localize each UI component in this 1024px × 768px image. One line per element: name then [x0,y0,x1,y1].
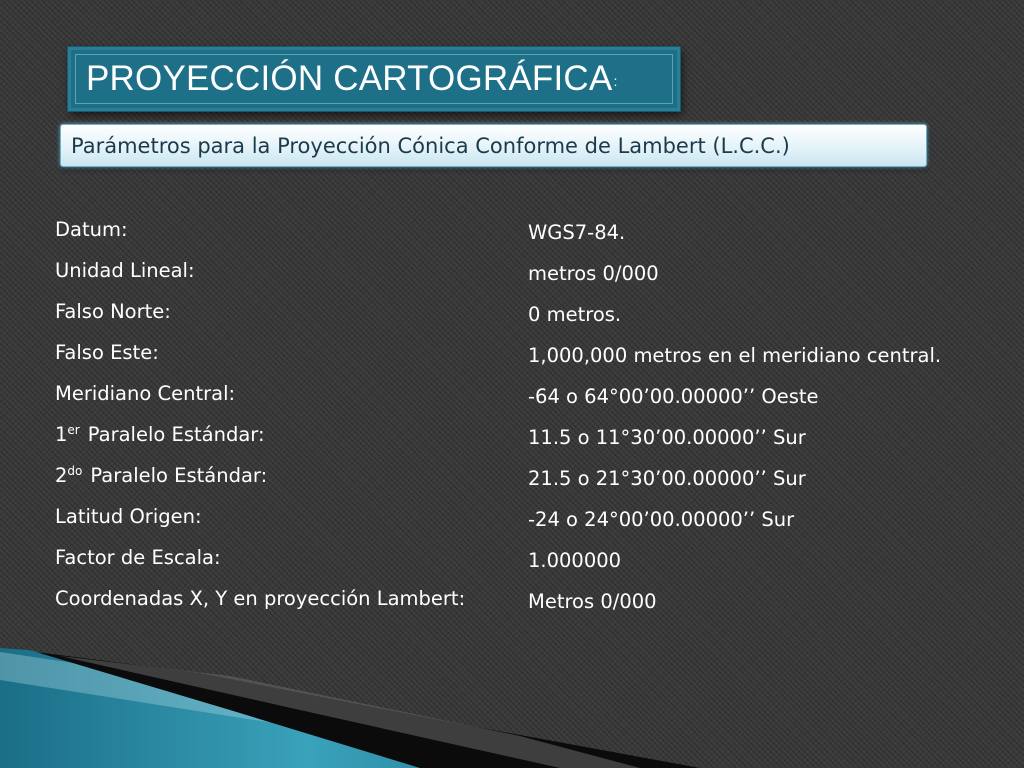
param-label: Unidad Lineal: [55,259,195,282]
slide-title-box [68,47,680,111]
param-label-ordinal: er [67,423,80,437]
param-label: Falso Este: [55,341,159,364]
param-row-unidad-lineal [55,259,1015,300]
param-value: 21.5 o 21°30’00.00000’’ Sur [528,467,806,490]
param-row-factor-escala [55,546,1015,587]
param-row-primer-paralelo [55,423,1015,464]
param-label [55,423,265,446]
param-label: Datum: [55,218,128,241]
param-value: metros 0/000 [528,262,659,285]
param-row-coordenadas [55,587,1015,628]
param-row-datum [55,218,1015,259]
slide-title-colon: : [613,73,618,89]
param-label: Meridiano Central: [55,382,236,405]
param-row-falso-este [55,341,1015,382]
parameter-list [55,218,1015,628]
param-label-number: 2 [55,464,68,487]
param-row-segundo-paralelo [55,464,1015,505]
param-value: -64 o 64°00’00.00000’’ Oeste [528,385,819,408]
param-row-falso-norte [55,300,1015,341]
param-label-number: 1 [55,423,68,446]
param-value: Metros 0/000 [528,590,657,613]
corner-swoosh-decoration [0,640,1024,768]
param-row-latitud-origen [55,505,1015,546]
param-value: 1.000000 [528,549,622,572]
slide-title: PROYECCIÓN CARTOGRÁFICA [86,59,613,98]
param-value: 0 metros. [528,303,622,326]
param-value: 11.5 o 11°30’00.00000’’ Sur [528,426,806,449]
param-label: Coordenadas X, Y en proyección Lambert: [55,587,466,610]
param-label-text: Paralelo Estándar: [90,464,268,487]
param-value: 1,000,000 metros en el meridiano central. [528,344,942,367]
param-label-ordinal: do [67,464,83,478]
param-label [55,464,267,487]
param-value: -24 o 24°00’00.00000’’ Sur [528,508,795,531]
param-label: Latitud Origen: [55,505,202,528]
param-label: Falso Norte: [55,300,171,323]
subtitle: Parámetros para la Proyección Cónica Conforme de Lambert (L.C.C.) [71,133,790,158]
param-label-text: Paralelo Estándar: [87,423,265,446]
subtitle-box [60,124,927,167]
param-value: WGS7-84. [528,221,626,244]
param-row-meridiano-central [55,382,1015,423]
param-label: Factor de Escala: [55,546,221,569]
slide-title-inner [75,54,673,104]
